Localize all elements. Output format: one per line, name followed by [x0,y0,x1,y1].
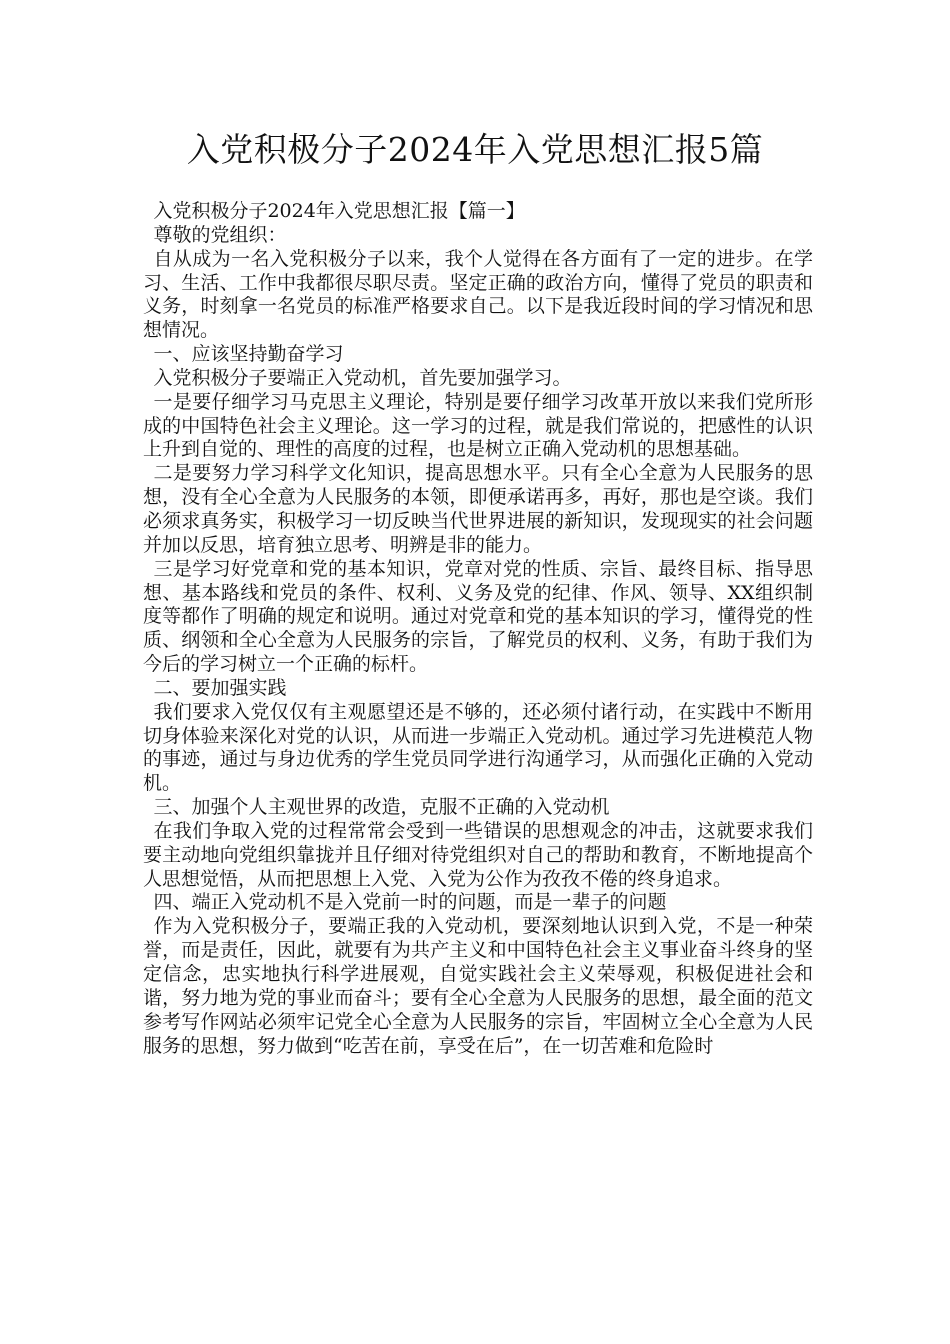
body-paragraph: 自从成为一名入党积极分子以来，我个人觉得在各方面有了一定的进步。在学习、生活、工作中我都很尽职尽责。坚定正确的政治方向，懂得了党员的职责和义务，时刻拿一名党员的标准严格要求自己。以下是我近段时间的学习情况和思想情况。 [143,247,813,342]
body-paragraph: 我们要求入党仅仅有主观愿望还是不够的，还必须付诸行动，在实践中不断用切身体验来深化对党的认识，从而进一步端正入党动机。通过学习先进模范人物的事迹，通过与身边优秀的学生党员同学进行沟通学习，从而强化正确的入党动机。 [143,700,813,795]
section-heading: 入党积极分子2024年入党思想汇报【篇一】 [153,200,525,222]
body-paragraph: 在我们争取入党的过程常常会受到一些错误的思想观念的冲击，这就要求我们要主动地向党组织靠拢并且仔细对待党组织对自己的帮助和教育，不断地提高个人思想觉悟，从而把思想上入党、入党为公作为孜孜不倦的终身追求。 [143,819,813,890]
subheading: 二、要加强实践 [153,676,287,699]
subheading: 三、加强个人主观世界的改造，克服不正确的入党动机 [153,796,610,819]
document-body [143,200,813,1058]
body-paragraph: 入党积极分子要端正入党动机，首先要加强学习。 [153,366,572,389]
subheading: 一、应该坚持勤奋学习 [153,343,344,366]
salutation: 尊敬的党组织： [153,223,287,246]
body-paragraph: 作为入党积极分子，要端正我的入党动机，要深刻地认识到入党，不是一种荣誉，而是责任，因此，就要有为共产主义和中国特色社会主义事业奋斗终身的坚定信念，忠实地执行科学进展观，自觉实践社会主义荣辱观，积极促进社会和谐，努力地为党的事业而奋斗；要有全心全意为人民服务的思想，最全面的范文参考写作网站必须牢记党全心全意为人民服务的宗旨，牢固树立全心全意为人民服务的思想，努力做到“吃苦在前，享受在后”，在一切苦难和危险时 [143,915,813,1057]
document-title: 入党积极分子2024年入党思想汇报5篇 [186,130,764,169]
subheading: 四、端正入党动机不是入党前一时的问题，而是一辈子的问题 [153,891,667,914]
body-paragraph: 二是要努力学习科学文化知识，提高思想水平。只有全心全意为人民服务的思想，没有全心全意为人民服务的本领，即便承诺再多，再好，那也是空谈。我们必须求真务实，积极学习一切反映当代世界进展的新知识，发现现实的社会问题并加以反思，培育独立思考、明辨是非的能力。 [143,462,813,556]
body-paragraph: 三是学习好党章和党的基本知识，党章对党的性质、宗旨、最终目标、指导思想、基本路线和党员的条件、权利、义务及党的纪律、作风、领导、XX组织制度等都作了明确的规定和说明。通过对党章和党的基本知识的学习，懂得党的性质、纲领和全心全意为人民服务的宗旨，了解党员的权利、义务，有助于我们为今后的学习树立一个正确的标杆。 [143,557,813,676]
body-paragraph: 一是要仔细学习马克思主义理论，特别是要仔细学习改革开放以来我们党所形成的中国特色社会主义理论。这一学习的过程，就是我们常说的，把感性的认识上升到自觉的、理性的高度的过程，也是树立正确入党动机的思想基础。 [143,390,813,461]
